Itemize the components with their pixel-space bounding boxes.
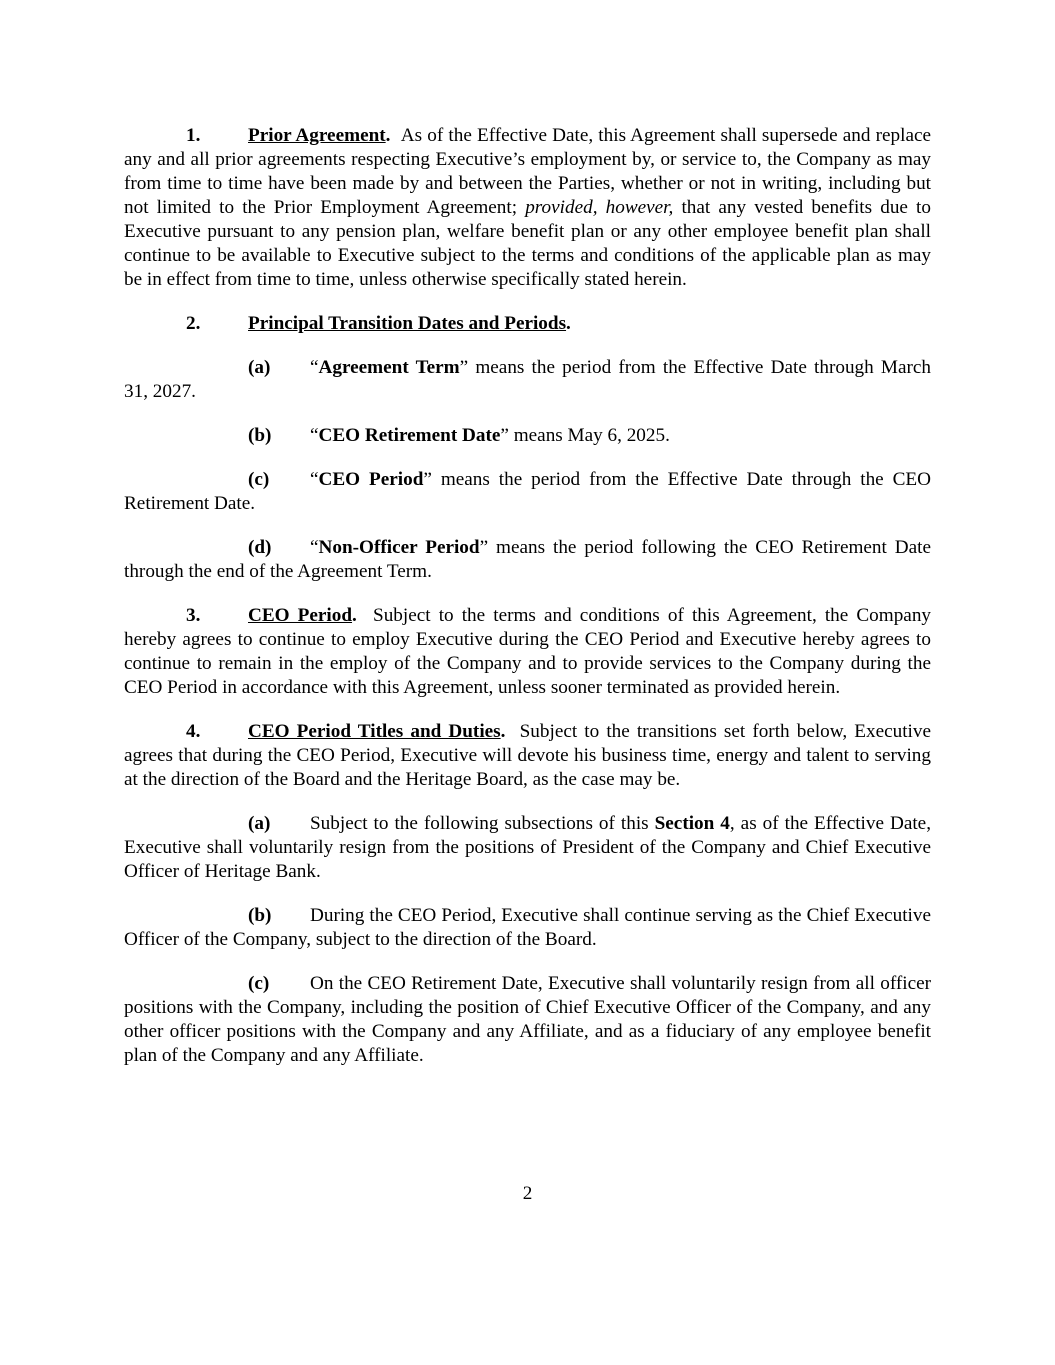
subsection-2d: (d) “Non-Officer Period” means the period following the CEO Retirement Date through the end of the Agreement Term.: [124, 537, 931, 582]
section-body: Subject to the terms and conditions of this Agreement, the Company hereby agrees to continue to employ Executive during the CEO Period and Executive hereby agrees to continue to remain in the employ of the Company and to provide services to the Company during the CEO Period in accordance with this Agreement, unless sooner terminated as provided herein.: [124, 605, 932, 698]
defined-term: Non-Officer Period: [318, 537, 480, 558]
section-4: 4. CEO Period Titles and Duties. Subject to the transitions set forth below, Executive agrees that during the CEO Period, Executive will devote his business time, energy and talent to serving at the direction of the Board and the Heritage Board, as the case may be.: [124, 721, 931, 790]
subsection-label: (a): [248, 357, 271, 378]
section-number: 3.: [186, 605, 201, 626]
subsection-text: means the period following the CEO Retirement Date through the end of the Agreement Term.: [124, 537, 931, 582]
section-body-italic: provided, however,: [525, 197, 674, 218]
section-number: 1.: [186, 125, 201, 146]
section-2: 2. Principal Transition Dates and Periods.: [186, 313, 571, 334]
subsection-text: means May 6, 2025.: [508, 425, 670, 446]
subsection-label: (d): [248, 537, 272, 558]
subsection-4c: [124, 972, 931, 1068]
subsection-text: means the period from the Effective Date through March 31, 2027.: [124, 357, 931, 402]
section-number: 2.: [186, 313, 201, 334]
defined-term: CEO Period: [318, 469, 424, 490]
section-1: 1. Prior Agreement. As of the Effective Date, this Agreement shall supersede and replace any and all prior agreements respecting Executive’s employment by, or service to, the Company as may from time to time have been made by and between the Parties, whether or not in writing, including but not limited to the Prior Employment Agreement; provided, however, that any vested benefits due to Executive pursuant to any pension plan, welfare benefit plan or any other employee benefit plan shall continue to be available to Executive subject to the terms and conditions of the applicable plan as may be in effect from time to time, unless otherwise specifically stated herein.: [124, 125, 931, 290]
section-heading: CEO Period Titles and Duties: [248, 721, 501, 742]
subsection-label: (b): [248, 905, 272, 926]
subsection-label: (c): [248, 973, 270, 994]
subsection-text: Subject to the following subsections of this: [310, 813, 655, 834]
section-heading: CEO Period: [248, 605, 353, 626]
section-heading: Prior Agreement: [248, 125, 386, 146]
section-number: 4.: [186, 721, 201, 742]
subsection-text: During the CEO Period, Executive shall continue serving as the Chief Executive Officer of the Company, subject to the direction of the Board.: [124, 905, 931, 950]
section-3: 3. CEO Period. Subject to the terms and conditions of this Agreement, the Company hereby agrees to continue to employ Executive during the CEO Period and Executive hereby agrees to continue to remain in the employ of the Company and to provide services to the Company during the CEO Period in accordance with this Agreement, unless sooner terminated as provided herein.: [124, 605, 932, 698]
subsection-text: means the period from the Effective Date through the CEO Retirement Date.: [124, 469, 931, 514]
subsection-label: (a): [248, 813, 271, 834]
section-body: Subject to the transitions set forth below, Executive agrees that during the CEO Period, Executive will devote his business time, energy and talent to serving at the direction of the Board and the Heritage Board, as the case may be.: [124, 721, 931, 790]
subsection-2a: (a) “Agreement Term” means the period from the Effective Date through March 31, 2027.: [124, 357, 931, 402]
subsection-4b: [124, 904, 931, 952]
subsection-label: (b): [248, 425, 272, 446]
section-body: As of the Effective Date, this Agreement shall supersede and replace any and all prior agreements respecting Executive’s employment by, or service to, the Company as may from time to time have been made by and between the Parties, whether or not in writing, including but not limited to the Prior Employment Agreement;: [124, 125, 931, 218]
section-body: that any vested benefits due to Executive pursuant to any pension plan, welfare benefit plan or any other employee benefit plan shall continue to be available to Executive subject to the terms and conditions of the applicable plan as may be in effect from time to time, unless otherwise specifically stated herein.: [124, 197, 931, 290]
defined-term: Agreement Term: [318, 357, 460, 378]
section-reference: Section 4: [654, 813, 730, 834]
section-heading: Principal Transition Dates and Periods: [248, 313, 567, 334]
subsection-label: (c): [248, 469, 270, 490]
defined-term: CEO Retirement Date: [318, 425, 501, 446]
document-page: [124, 124, 931, 1088]
subsection-text: , as of the Effective Date, Executive shall voluntarily resign from the positions of President of the Company and Chief Executive Officer of Heritage Bank.: [124, 813, 931, 882]
subsection-4a: [124, 812, 931, 884]
subsection-text: On the CEO Retirement Date, Executive shall voluntarily resign from all officer positions with the Company, including the position of Chief Executive Officer of the Company, and any other officer positions with the Company and any Affiliate, and as a fiduciary of any employee benefit plan of the Company and any Affiliate.: [124, 973, 931, 1066]
subsection-2b: (b) “CEO Retirement Date” means May 6, 2025.: [248, 425, 670, 446]
page-number: 2: [522, 1183, 533, 1204]
subsection-2c: (c) “CEO Period” means the period from the Effective Date through the CEO Retirement Date.: [124, 469, 931, 514]
